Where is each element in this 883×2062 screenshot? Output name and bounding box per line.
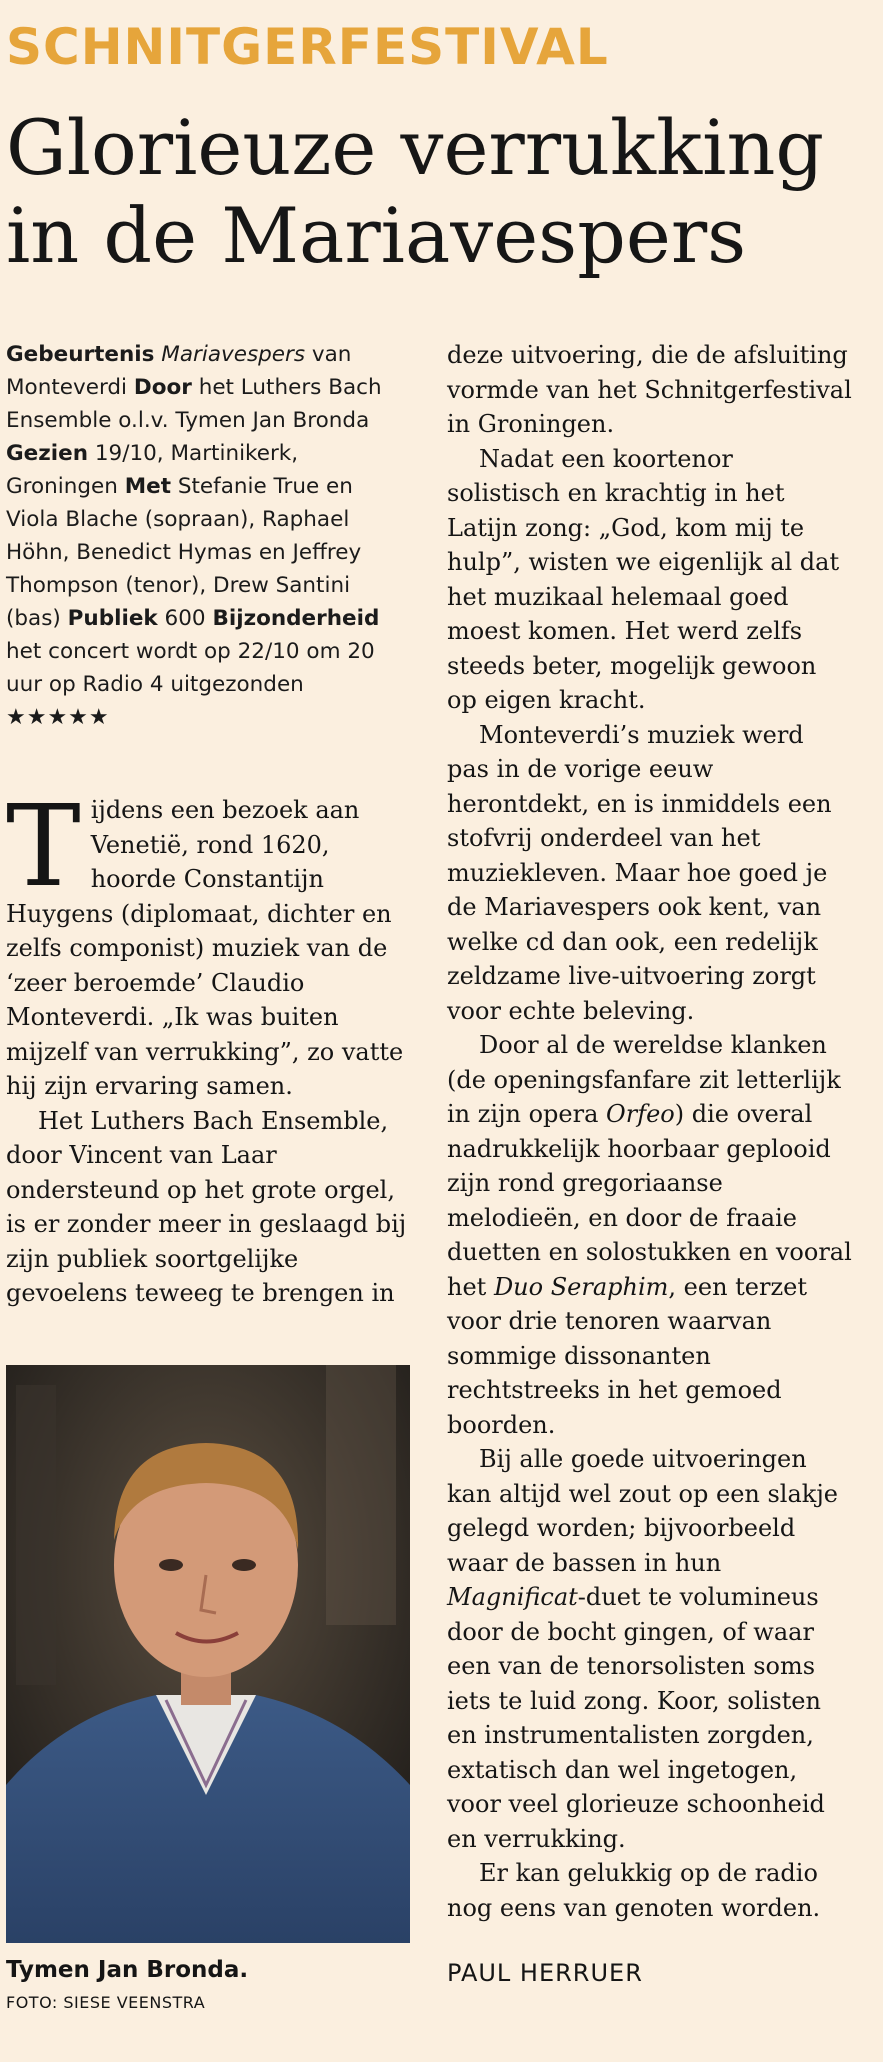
paragraph-7: Bij alle goede uitvoeringen kan altijd wel zout op een slakje gelegd worden; bijvoorbeeld waar de bassen in hun Magnificat-duet te volumineus door de bocht gingen, of waar een van de tenorsolisten soms iets te luid zong. Koor, solisten en instrumentalisten zorgden, extatisch dan wel ingetogen, voor veel glorieuze schoonheid en verrukking.: [447, 1445, 838, 1853]
factbox-audience-label: Publiek: [67, 606, 158, 631]
paragraph-5: Monteverdi’s muziek werd pas in de vorige eeuw herontdekt, en is inmiddels een stofvrij onderdeel van het muziekleven. Maar hoe goed je de Mariavespers ook kent, van welke cd dan ook, een redelijk zeldzame live-uitvoering zorgt voor echte beleving.: [447, 720, 832, 1025]
headline: [6, 104, 866, 280]
factbox-seen-label: Gezien: [6, 441, 89, 466]
right-column: [447, 338, 852, 1987]
drop-cap: T: [6, 782, 81, 912]
factbox: [6, 338, 410, 735]
factbox-event-label: Gebeurtenis: [6, 342, 155, 367]
paragraph-1: Tijdens een bezoek aan Venetië, rond 1620, hoorde Constantijn Huygens (diplomaat, dichter en zelfs componist) muziek van de ‘zeer beroemde’ Claudio Monteverdi. „Ik was buiten mijzelf van verrukking”, zo vatte hij zijn ervaring samen.: [6, 782, 404, 1100]
factbox-special-label: Bijzonderheid: [212, 606, 380, 631]
factbox-by-value: het Luthers Bach Ensemble o.l.v. Tymen Jan Bronda: [6, 375, 382, 433]
paragraph-8: Er kan gelukkig op de radio nog eens van genoten worden.: [447, 1859, 821, 1922]
factbox-with-label: Met: [124, 474, 172, 499]
portrait-image: [6, 1365, 410, 1943]
factbox-special-value: het concert wordt op 22/10 om 20 uur op Radio 4 uitgezonden: [6, 639, 375, 697]
photo-credit: FOTO: SIESE VEENSTRA: [6, 1992, 206, 2012]
left-column: [6, 338, 410, 2012]
factbox-event-rest: van Monteverdi: [6, 342, 352, 400]
paragraph-6: Door al de wereldse klanken (de openingsfanfare zit letterlijk in zijn opera Orfeo) die overal nadrukkelijk hoorbaar geplooid zijn rond gregoriaanse melodieën, en door de fraaie duetten en solostukken en vooral het Duo Seraphim, een terzet voor drie tenoren waarvan sommige dissonanten rechtstreeks in het gemoed boorden.: [447, 1031, 852, 1439]
work-title-duo-seraphim: Duo Seraphim: [493, 1272, 669, 1301]
factbox-event-title: Mariavespers: [161, 342, 306, 367]
rating-stars: ★★★★★: [6, 705, 110, 730]
work-title-magnificat: Magnificat: [447, 1583, 578, 1611]
paragraph-3: deze uitvoering, die de afsluiting vormde van het Schnitgerfestival in Groningen.: [447, 341, 852, 438]
factbox-seen-value: 19/10, Martinikerk, Groningen: [6, 441, 299, 499]
paragraph-2: Het Luthers Bach Ensemble, door Vincent van Laar ondersteund op het grote orgel, is er zonder meer in geslaagd bij zijn publiek soortgelijke gevoelens teweeg te brengen in: [6, 1106, 407, 1307]
author-byline: PAUL HERRUER: [447, 1959, 643, 1987]
paragraph-4: Nadat een koortenor solistisch en krachtig in het Latijn zong: „God, kom mij te hulp”, wisten we eigenlijk al dat het muzikaal helemaal goed moest komen. Het werd zelfs steeds beter, mogelijk gewoon op eigen kracht.: [447, 444, 840, 714]
factbox-by-label: Door: [133, 375, 192, 400]
article-body-left: [6, 782, 410, 1311]
factbox-audience-value: 600: [157, 606, 213, 631]
factbox-with-value: Stefanie True en Viola Blache (sopraan), Raphael Höhn, Benedict Hymas en Jeffrey Thompson (tenor), Drew Santini (bas): [6, 474, 362, 631]
headline-line-2: in de Mariavespers: [6, 191, 747, 280]
work-title-orfeo: Orfeo: [606, 1100, 675, 1128]
section-kicker: SCHNITGERFESTIVAL: [6, 18, 609, 76]
portrait-photo: [6, 1365, 410, 1943]
article-body-right: [447, 338, 852, 1925]
headline-line-1: Glorieuze verrukking: [6, 103, 825, 192]
photo-caption: Tymen Jan Bronda.: [6, 1956, 249, 1983]
